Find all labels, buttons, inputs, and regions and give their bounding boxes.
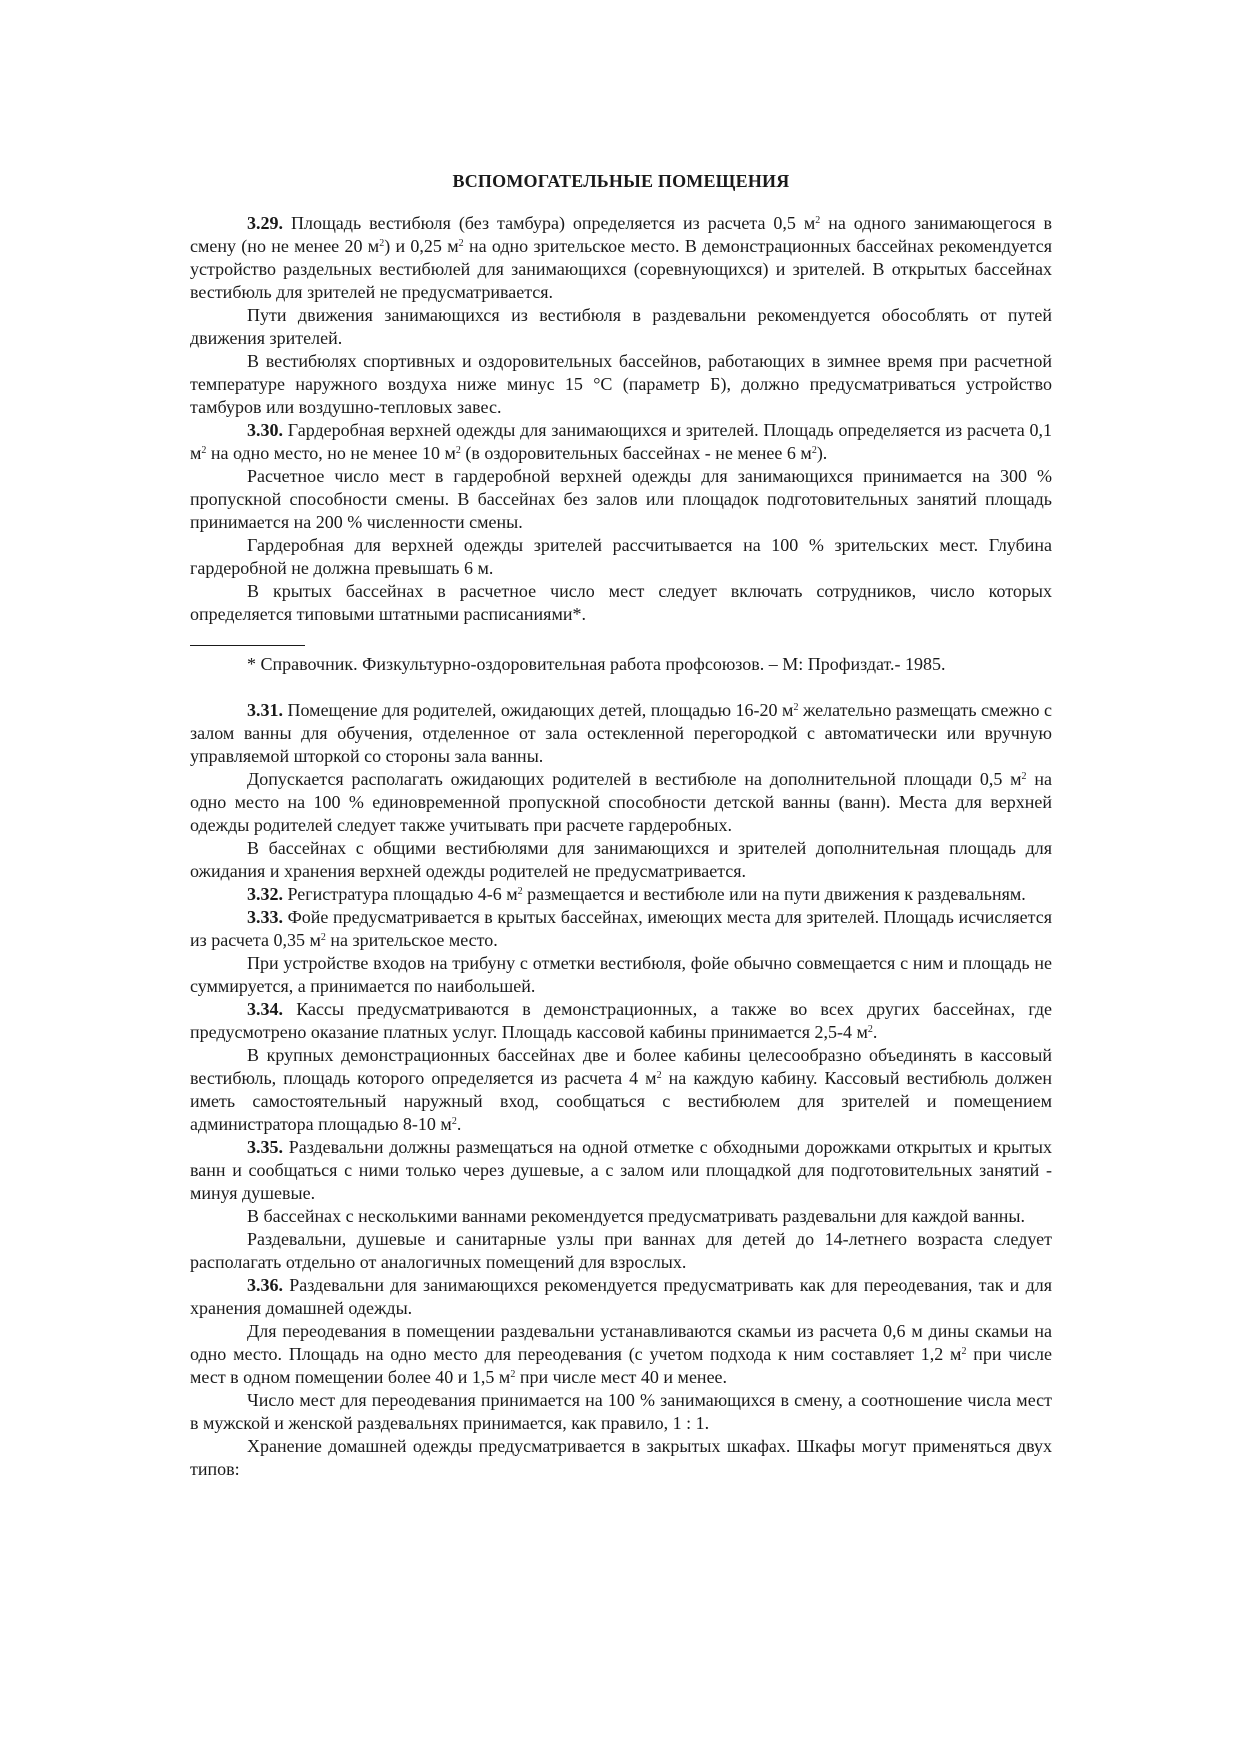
paragraph [190,768,1052,837]
superscript: 2 [458,238,464,249]
superscript: 2 [867,1024,873,1035]
paragraph: При устройстве входов на трибуну с отметки вестибюля, фойе обычно совмещается с ним и площадь не суммируется, а принимается по наибольшей. [190,953,1052,996]
text: на одно зрительское место. В демонстрационных бассейнах рекомендуется устройство раздельных вестибюлей для занимающихся (соревнующихся) и зрителей. В открытых бассейнах вестибюль для зрителей не предусматривается. [190,236,1052,302]
text: на одного занимающегося в смену (но не менее 20 м [190,213,1052,256]
text: при числе мест 40 и менее. [515,1367,728,1387]
superscript: 2 [201,445,207,456]
superscript: 2 [656,1070,662,1081]
paragraph: Гардеробная для верхней одежды зрителей рассчитывается на 100 % зрительских мест. Глубина гардеробной не должна превышать 6 м. [190,535,1052,578]
superscript: 2 [961,1346,967,1357]
superscript: 2 [1021,771,1027,782]
clause-number: 3.33. [247,907,283,927]
text: Кассы предусматриваются в демонстрационных, а также во всех других бассейнах, где предусмотрено оказание платных услуг. Площадь кассовой кабины принимается 2,5-4 м [190,999,1052,1042]
text: . [456,1114,462,1134]
footnote: * Справочник. Физкультурно-оздоровительная работа профсоюзов. – М: Профиздат.- 1985. [247,654,946,674]
paragraph-3-35 [190,1136,1052,1205]
superscript: 2 [517,886,523,897]
clause-number: 3.29. [247,213,283,233]
text: при числе мест в одном помещении более 40 и 1,5 м [190,1344,1052,1387]
paragraph: В бассейнах с общими вестибюлями для занимающихся и зрителей дополнительная площадь для ожидания и хранения верхней одежды родителей не предусматривается. [190,838,1052,881]
text: ). [816,443,828,463]
paragraph: Раздевальни, душевые и санитарные узлы при ваннах для детей до 14-летнего возраста следует располагать отдельно от аналогичных помещений для взрослых. [190,1229,1052,1272]
paragraph-3-31 [190,699,1052,768]
text: Помещение для родителей, ожидающих детей, площадью 16-20 м [283,700,794,720]
paragraph-3-33 [190,906,1052,952]
footnote-rule [190,645,305,646]
clause-number: 3.31. [247,700,283,720]
superscript: 2 [379,238,385,249]
paragraph: В крытых бассейнах в расчетное число мест следует включать сотрудников, число которых определяется типовыми штатными расписаниями*. [190,581,1052,624]
text: Для переодевания в помещении раздевальни устанавливаются скамьи из расчета 0,6 м дины скамьи на одно место. Площадь на одно место для переодевания (с учетом подхода к ним составляет 1,2 м [190,1321,1052,1364]
document-body [190,170,1052,1481]
text: Фойе предусматривается в крытых бассейнах, имеющих места для зрителей. Площадь исчисляется из расчета 0,35 м [190,907,1052,950]
text: Допускается располагать ожидающих родителей в вестибюле на дополнительной площади 0,5 м [247,769,1022,789]
text: желательно размещать смежно с залом ванны для обучения, отделенное от зала остекленной перегородкой с автоматически или вручную управляемой шторкой со стороны зала ванны. [190,700,1052,766]
superscript: 2 [815,215,821,226]
text: на каждую кабину. Кассовый вестибюль должен иметь самостоятельный наружный вход, сообщаться с вестибюлем для зрителей и помещением администратора площадью 8-10 м [190,1068,1052,1134]
text: Раздевальни должны размещаться на одной отметке с обходными дорожками открытых и крытых ванн и сообщаться с ними только через душевые, а с залом или площадкой для подготовительных занятий - минуя душевые. [190,1137,1052,1203]
section-title: ВСПОМОГАТЕЛЬНЫЕ ПОМЕЩЕНИЯ [452,171,790,191]
superscript: 2 [320,932,326,943]
paragraph-3-30 [190,419,1052,465]
text: Гардеробная верхней одежды для занимающихся и зрителей. Площадь определяется из расчета 0,1 м [190,420,1052,463]
paragraph [190,1320,1052,1389]
paragraph-3-36 [190,1274,1052,1320]
paragraph [190,1044,1052,1136]
paragraph: В бассейнах с несколькими ваннами рекомендуется предусматривать раздевальни для каждой ванны. [247,1206,1026,1226]
superscript: 2 [451,1116,457,1127]
text: . [872,1022,878,1042]
text: размещается и вестибюле или на пути движения к раздевальням. [522,884,1026,904]
paragraph-3-34 [190,998,1052,1044]
clause-number: 3.36. [247,1275,283,1295]
paragraph: Число мест для переодевания принимается на 100 % занимающихся в смену, а соотношение числа мест в мужской и женской раздевальнях принимается, как правило, 1 : 1. [190,1390,1052,1433]
clause-number: 3.30. [247,420,283,440]
text: Площадь вестибюля (без тамбура) определяется из расчета 0,5 м [283,213,816,233]
text: Раздевальни для занимающихся рекомендуется предусматривать как для переодевания, так и для хранения домашней одежды. [190,1275,1052,1318]
paragraph-3-29 [190,212,1052,304]
paragraph-3-32 [190,883,1052,906]
clause-number: 3.32. [247,884,283,904]
clause-number: 3.35. [247,1137,283,1157]
text: на зрительское место. [325,930,498,950]
text: Регистратура площадью 4-6 м [283,884,518,904]
superscript: 2 [510,1369,516,1380]
text: на одно место на 100 % единовременной пропускной способности детской ванны (ванн). Места для верхней одежды родителей следует также учитывать при расчете гардеробных. [190,769,1052,835]
superscript: 2 [793,702,799,713]
superscript: 2 [455,445,461,456]
text: (в оздоровительных бассейнах - не менее 6 м [460,443,812,463]
paragraph: В вестибюлях спортивных и оздоровительных бассейнов, работающих в зимнее время при расчетной температуре наружного воздуха ниже минус 15 °С (параметр Б), должно предусматриваться устройство тамбуров или воздушно-тепловых завес. [190,351,1052,417]
text: на одно место, но не менее 10 м [206,443,456,463]
paragraph: Хранение домашней одежды предусматривается в закрытых шкафах. Шкафы могут применяться двух типов: [190,1436,1052,1479]
clause-number: 3.34. [247,999,283,1019]
text: В крупных демонстрационных бассейнах две и более кабины целесообразно объединять в кассовый вестибюль, площадь которого определяется из расчета 4 м [190,1045,1052,1088]
text: ) и 0,25 м [384,236,459,256]
paragraph: Расчетное число мест в гардеробной верхней одежды для занимающихся принимается на 300 % пропускной способности смены. В бассейнах без залов или площадок подготовительных занятий площадь принимается на 200 % численности смены. [190,466,1052,532]
superscript: 2 [811,445,817,456]
paragraph: Пути движения занимающихся из вестибюля в раздевальни рекомендуется обособлять от путей движения зрителей. [190,305,1052,348]
